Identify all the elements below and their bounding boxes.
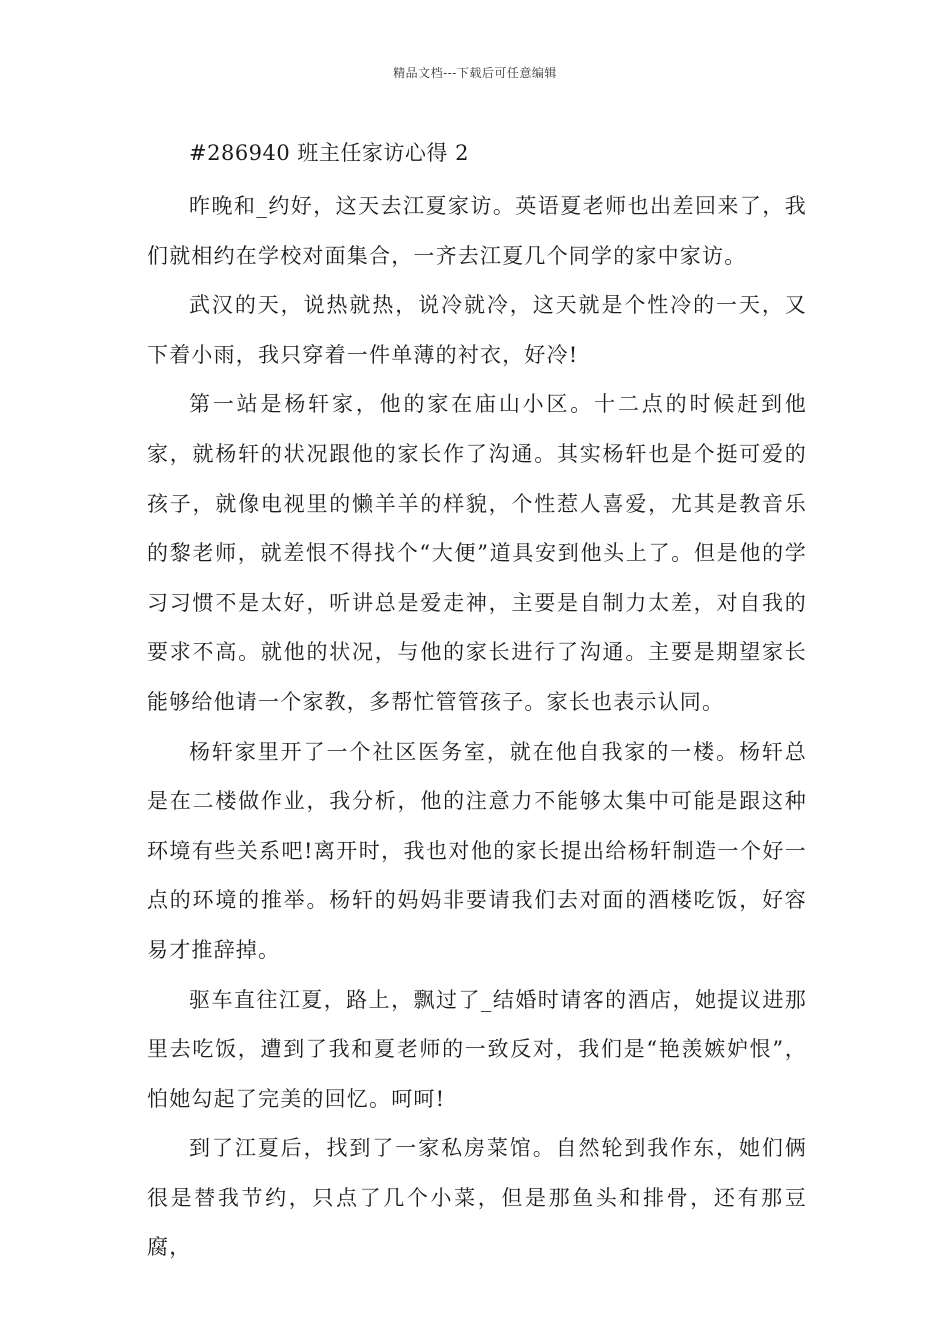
paragraph: 驱车直往江夏，路上，飘过了_结婚时请客的酒店，她提议进那里去吃饭，遭到了我和夏老师的一致反对，我们是“艳羡嫉妒恨”，怕她勾起了完美的回忆。呵呵! xyxy=(147,987,807,1111)
document-body xyxy=(147,132,807,1273)
paragraph: 昨晚和_约好，这天去江夏家访。英语夏老师也出差回来了，我们就相约在学校对面集合，一齐去江夏几个同学的家中家访。 xyxy=(147,194,807,268)
paragraph: 第一站是杨轩家，他的家在庙山小区。十二点的时候赶到他家，就杨轩的状况跟他的家长作了沟通。其实杨轩也是个挺可爱的孩子，就像电视里的懒羊羊的样貌，个性惹人喜爱，尤其是教音乐的黎老师，就差恨不得找个“大便”道具安到他头上了。但是他的学习习惯不是太好，听讲总是爱走神，主要是自制力太差，对自我的要求不高。就他的状况，与他的家长进行了沟通。主要是期望家长能够给他请一个家教，多帮忙管管孩子。家长也表示认同。 xyxy=(147,392,807,714)
document-title: #286940 班主任家访心得 2 xyxy=(189,141,469,165)
paragraph: 到了江夏后，找到了一家私房菜馆。自然轮到我作东，她们俩很是替我节约，只点了几个小菜，但是那鱼头和排骨，还有那豆腐， xyxy=(147,1136,807,1260)
paragraph: 杨轩家里开了一个社区医务室，就在他自我家的一楼。杨轩总是在二楼做作业，我分析，他的注意力不能够太集中可能是跟这种环境有些关系吧!离开时，我也对他的家长提出给杨轩制造一个好一点的环境的推举。杨轩的妈妈非要请我们去对面的酒楼吃饭，好容易才推辞掉。 xyxy=(147,739,807,962)
paragraph: 武汉的天，说热就热，说冷就冷，这天就是个性冷的一天，又下着小雨，我只穿着一件单薄的衬衣，好冷! xyxy=(147,293,807,367)
page-header: 精品文档---下载后可任意编辑 xyxy=(393,66,557,80)
